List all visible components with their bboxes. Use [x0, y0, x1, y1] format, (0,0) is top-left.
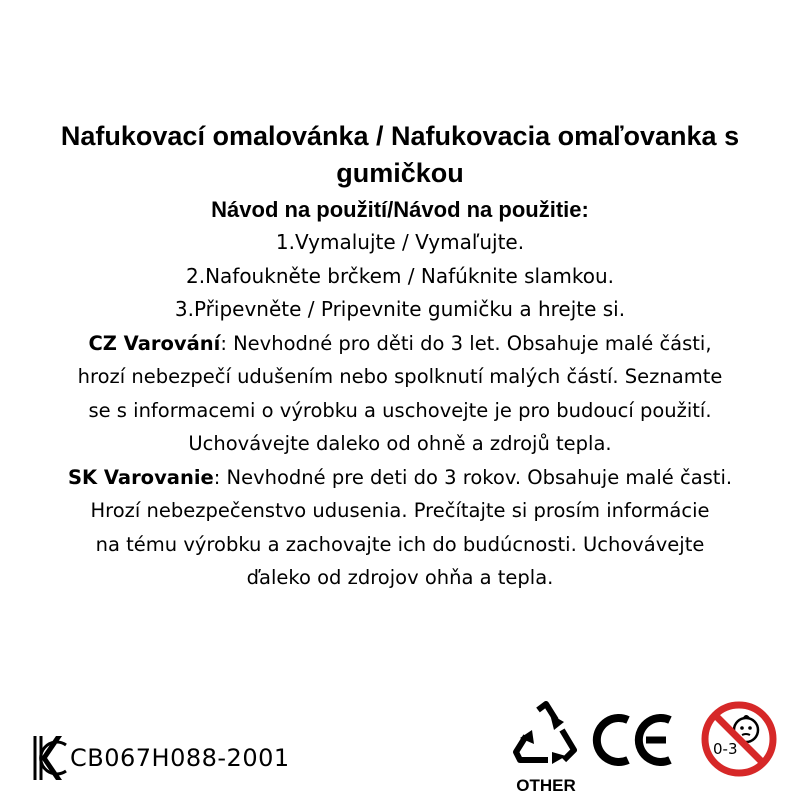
- kc-certification: [32, 733, 290, 783]
- instruction-step-3: 3.Připevněte / Pripevnite gumičku a hrejte si.: [174, 297, 626, 321]
- ce-mark-icon: [590, 712, 676, 768]
- kc-mark-icon: [32, 733, 68, 783]
- warning-cz: [0, 327, 800, 461]
- warning-cz-label: CZ Varování: [88, 331, 221, 355]
- recycle-icon: [510, 700, 582, 768]
- warning-sk: [0, 461, 800, 595]
- warning-cz-line-2: hrozí nebezpečí udušením nebo spolknutí malých částí. Seznamte: [77, 365, 723, 388]
- warning-sk-line-3: na tému výrobku a zachovajte ich do budúcnosti. Uchovávejte: [95, 532, 705, 556]
- warning-cz-line-3: se s informacemi o výrobku a uschovejte je pro budoucí použití.: [88, 398, 712, 422]
- instruction-step-2: 2.Nafoukněte brčkem / Nafúknite slamkou.: [185, 263, 614, 288]
- age-warning-mark: [700, 700, 778, 778]
- instruction-step-1: 1.Vymalujte / Vymaľujte.: [275, 230, 525, 254]
- instruction-steps: [0, 226, 800, 327]
- no-under-3-icon: [700, 700, 778, 778]
- recycle-mark: [506, 700, 586, 796]
- age-label: 0-3: [713, 740, 738, 758]
- warning-sk-line-1: : Nevhodné pre deti do 3 rokov. Obsahuje malé časti.: [213, 465, 733, 489]
- warning-cz-line-1: : Nevhodné pro děti do 3 let. Obsahuje malé části,: [220, 331, 712, 355]
- warning-cz-line-4: Uchovávejte daleko od ohně a zdrojů tepla.: [188, 432, 612, 455]
- kc-code: CB067H088-2001: [70, 744, 290, 772]
- recycle-label: OTHER: [516, 776, 576, 795]
- product-title: Nafukovací omalovánka / Nafukovacia omaľovanka s gumičkou: [60, 121, 740, 188]
- warning-sk-line-4: ďaleko od zdrojov ohňa a tepla.: [246, 566, 554, 589]
- instructions-heading: Návod na použití/Návod na použitie:: [211, 197, 589, 222]
- warning-sk-label: SK Varovanie: [67, 465, 214, 489]
- warning-sk-line-2: Hrozí nebezpečenstvo udusenia. Prečítajte si prosím informácie: [90, 499, 710, 522]
- instructions-document: [0, 118, 800, 595]
